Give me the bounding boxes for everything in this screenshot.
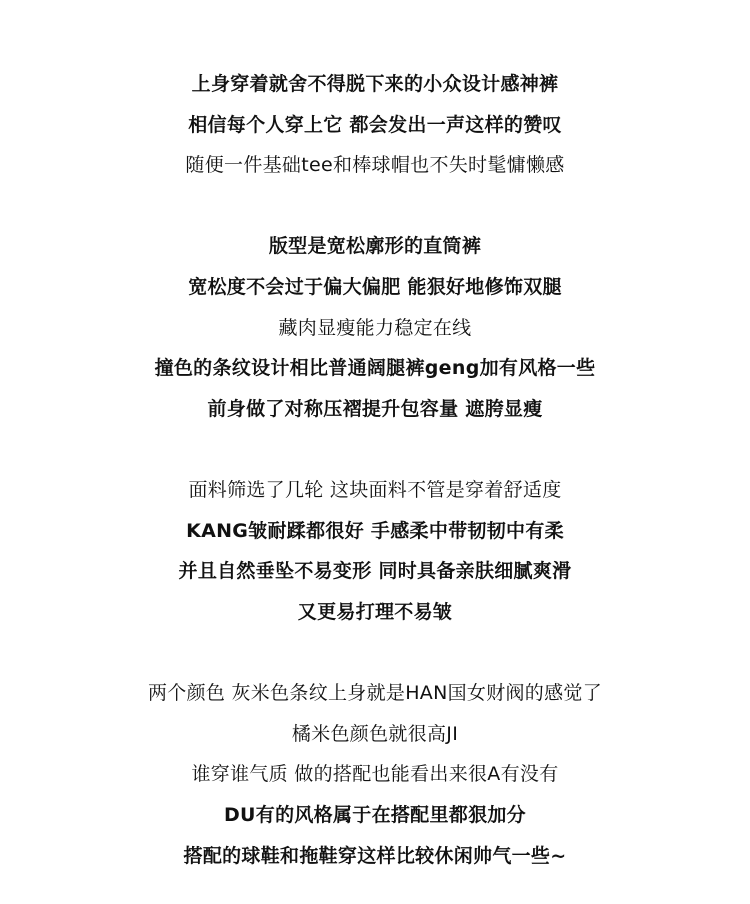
text-line: 上身穿着就舍不得脱下来的小众设计感神裤 [191,73,559,95]
text-line: 并且自然垂坠不易变形 同时具备亲肤细腻爽滑 [178,560,572,582]
text-line: 橘米色颜色就很高JI [291,723,459,745]
text-line: 两个颜色 灰米色条纹上身就是HAN国女财阀的感觉了 [147,682,603,704]
text-line: 宽松度不会过于偏大偏肥 能狠好地修饰双腿 [188,276,562,298]
text-line: 随便一件基础tee和棒球帽也不失时髦慵懒感 [185,154,565,176]
text-line: 搭配的球鞋和拖鞋穿这样比较休闲帅气一些~ [183,845,567,867]
text-line: 相信每个人穿上它 都会发出一声这样的赞叹 [188,114,562,136]
text-line: 前身做了对称压褶提升包容量 遮胯显瘦 [207,398,543,420]
text-line: 撞色的条纹设计相比普通阔腿裤geng加有风格一些 [154,357,596,379]
text-line: 又更易打理不易皱 [297,601,453,623]
text-line: KANG皱耐蹂都很好 手感柔中带韧韧中有柔 [186,520,564,542]
text-line: DU有的风格属于在搭配里都狠加分 [223,804,526,826]
text-line: 版型是宽松廓形的直筒裤 [268,235,482,257]
text-line: 藏肉显瘦能力稳定在线 [278,317,472,339]
text-line: 谁穿谁气质 做的搭配也能看出来很A有没有 [191,763,559,785]
text-line: 面料筛选了几轮 这块面料不管是穿着舒适度 [188,479,562,501]
